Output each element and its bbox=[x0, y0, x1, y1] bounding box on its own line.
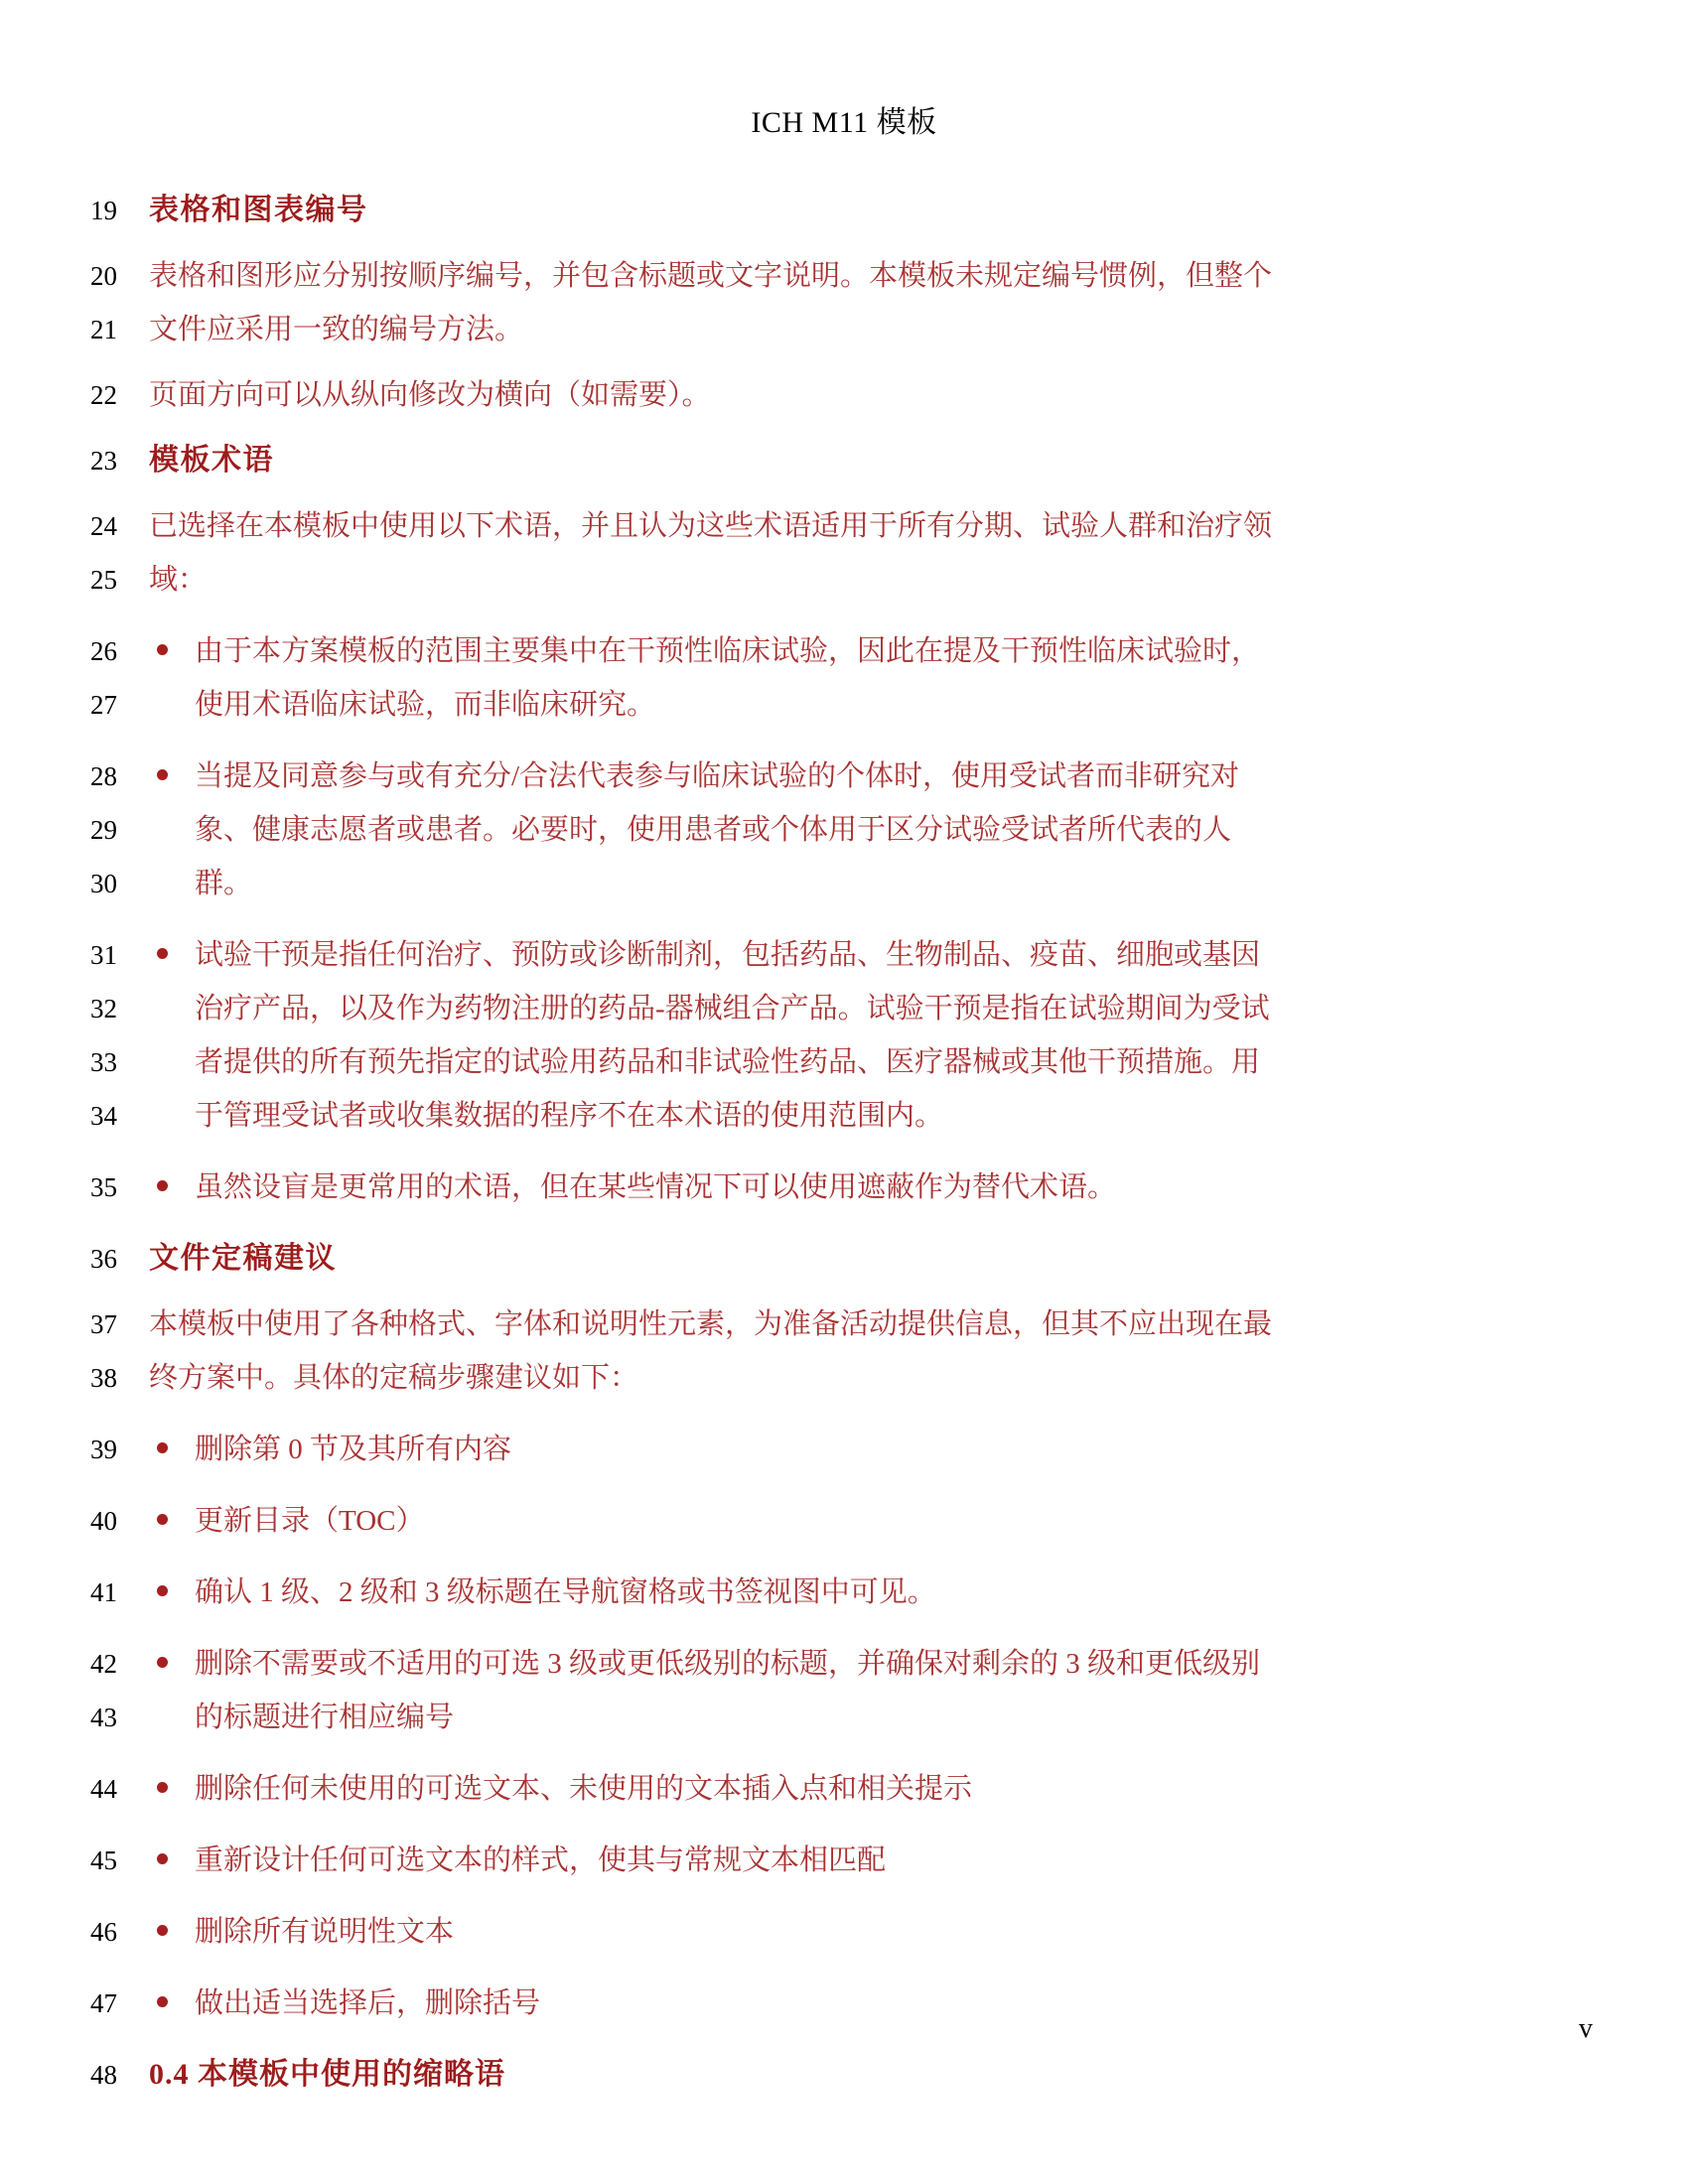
spacer bbox=[0, 1744, 1688, 1762]
line-46 bbox=[0, 1905, 1688, 1959]
spacer bbox=[0, 1959, 1688, 1977]
line-21 bbox=[0, 303, 1688, 356]
heading-tables-figures: 表格和图表编号 bbox=[149, 194, 368, 226]
line-number-48: 48 bbox=[90, 2060, 117, 2090]
bullet-delete-optional-line1: 删除不需要或不适用的可选 3 级或更低级别的标题，并确保对剩余的 3 级和更低级别 bbox=[195, 1648, 1261, 1680]
heading-finalisation: 文件定稿建议 bbox=[149, 1242, 337, 1275]
bullet-update-toc: 更新目录（TOC） bbox=[195, 1505, 425, 1537]
bullet-subject-line1: 当提及同意参与或有充分/合法代表参与临床试验的个体时，使用受试者而非研究对 bbox=[195, 760, 1240, 792]
line-number-25: 25 bbox=[90, 565, 117, 595]
spacer bbox=[0, 1143, 1688, 1160]
spacer bbox=[0, 607, 1688, 624]
spacer bbox=[0, 1887, 1688, 1905]
para-terms-intro-line2: 域： bbox=[149, 564, 208, 596]
bullet-delete-optional-line2: 的标题进行相应编号 bbox=[195, 1702, 455, 1733]
bullet-intervention-line1: 试验干预是指任何治疗、预防或诊断制剂，包括药品、生物制品、疫苗、细胞或基因 bbox=[195, 939, 1261, 971]
line-number-43: 43 bbox=[90, 1703, 117, 1732]
para-finalisation-line2: 终方案中。具体的定稿步骤建议如下： bbox=[149, 1362, 639, 1394]
line-48 bbox=[0, 2048, 1688, 2102]
line-43 bbox=[0, 1691, 1688, 1744]
line-37 bbox=[0, 1297, 1688, 1351]
bullet-subject-line2: 象、健康志愿者或患者。必要时，使用患者或个体用于区分试验受试者所代表的人 bbox=[195, 814, 1232, 846]
line-42 bbox=[0, 1637, 1688, 1691]
para-numbering-line1: 表格和图形应分别按顺序编号，并包含标题或文字说明。本模板未规定编号惯例，但整个 bbox=[149, 260, 1273, 292]
heading-template-terms: 模板术语 bbox=[149, 444, 274, 477]
bullet-scope-line1: 由于本方案模板的范围主要集中在干预性临床试验，因此在提及干预性临床试验时， bbox=[195, 635, 1261, 667]
para-numbering-line2: 文件应采用一致的编号方法。 bbox=[149, 314, 524, 345]
line-number-44: 44 bbox=[90, 1774, 117, 1804]
bullet-item-confirm-headings bbox=[149, 1566, 1529, 1619]
bullet-intervention-line2: 治疗产品，以及作为药物注册的药品-器械组合产品。试验干预是指在试验期间为受试 bbox=[195, 993, 1270, 1024]
line-number-31: 31 bbox=[90, 940, 117, 970]
line-number-47: 47 bbox=[90, 1988, 117, 2018]
line-23 bbox=[0, 434, 1688, 487]
bullet-subject-line3: 群。 bbox=[195, 868, 253, 899]
line-number-21: 21 bbox=[90, 315, 117, 344]
bullet-dot-icon bbox=[149, 1834, 195, 1887]
line-38 bbox=[0, 1351, 1688, 1405]
bullet-item-intervention bbox=[149, 928, 1529, 982]
line-number-35: 35 bbox=[90, 1172, 117, 1202]
bullet-dot-icon bbox=[149, 750, 195, 803]
line-number-37: 37 bbox=[90, 1309, 117, 1339]
document-body bbox=[0, 184, 1688, 2102]
spacer bbox=[0, 2030, 1688, 2048]
bullet-item-update-toc bbox=[149, 1494, 1529, 1548]
line-39 bbox=[0, 1423, 1688, 1476]
line-45 bbox=[0, 1834, 1688, 1887]
spacer bbox=[0, 237, 1688, 249]
bullet-scope-line2: 使用术语临床试验，而非临床研究。 bbox=[195, 689, 656, 721]
line-number-29: 29 bbox=[90, 815, 117, 845]
line-number-28: 28 bbox=[90, 761, 117, 791]
line-20 bbox=[0, 249, 1688, 303]
line-number-46: 46 bbox=[90, 1917, 117, 1947]
line-44 bbox=[0, 1762, 1688, 1816]
bullet-delete-unused: 删除任何未使用的可选文本、未使用的文本插入点和相关提示 bbox=[195, 1773, 973, 1805]
bullet-delete-brackets: 做出适当选择后，删除括号 bbox=[195, 1987, 541, 2019]
line-28 bbox=[0, 750, 1688, 803]
spacer bbox=[0, 1286, 1688, 1297]
line-number-32: 32 bbox=[90, 994, 117, 1024]
spacer bbox=[0, 1214, 1688, 1232]
bullet-dot-icon bbox=[149, 1977, 195, 2030]
spacer bbox=[0, 1619, 1688, 1637]
para-terms-intro-line1: 已选择在本模板中使用以下术语，并且认为这些术语适用于所有分期、试验人群和治疗领 bbox=[149, 510, 1273, 542]
line-25 bbox=[0, 553, 1688, 607]
line-33 bbox=[0, 1035, 1688, 1089]
bullet-dot-icon bbox=[149, 1762, 195, 1816]
line-30 bbox=[0, 857, 1688, 910]
bullet-dot-icon bbox=[149, 624, 195, 678]
line-19 bbox=[0, 184, 1688, 237]
line-36 bbox=[0, 1232, 1688, 1286]
bullet-intervention-line4: 于管理受试者或收集数据的程序不在本术语的使用范围内。 bbox=[195, 1100, 944, 1132]
bullet-item-restyle bbox=[149, 1834, 1529, 1887]
spacer bbox=[0, 910, 1688, 928]
spacer bbox=[0, 1548, 1688, 1566]
bullet-intervention-line3: 者提供的所有预先指定的试验用药品和非试验性药品、医疗器械或其他干预措施。用 bbox=[195, 1046, 1261, 1078]
spacer bbox=[0, 732, 1688, 750]
line-number-27: 27 bbox=[90, 690, 117, 720]
line-number-24: 24 bbox=[90, 511, 117, 541]
spacer bbox=[0, 422, 1688, 434]
line-number-41: 41 bbox=[90, 1577, 117, 1607]
bullet-item-scope bbox=[149, 624, 1529, 678]
bullet-delete-instructional: 删除所有说明性文本 bbox=[195, 1916, 455, 1948]
bullet-item-delete-optional bbox=[149, 1637, 1529, 1691]
bullet-dot-icon bbox=[149, 1160, 195, 1214]
spacer bbox=[0, 356, 1688, 368]
line-number-39: 39 bbox=[90, 1434, 117, 1464]
line-number-36: 36 bbox=[90, 1244, 117, 1274]
line-47 bbox=[0, 1977, 1688, 2030]
page-number: v bbox=[1579, 2013, 1593, 2044]
line-number-23: 23 bbox=[90, 446, 117, 476]
bullet-item-delete-section0 bbox=[149, 1423, 1529, 1476]
bullet-item-delete-unused bbox=[149, 1762, 1529, 1816]
line-number-19: 19 bbox=[90, 196, 117, 225]
bullet-delete-section0: 删除第 0 节及其所有内容 bbox=[195, 1433, 512, 1465]
line-number-42: 42 bbox=[90, 1649, 117, 1679]
spacer bbox=[0, 1405, 1688, 1423]
bullet-dot-icon bbox=[149, 1905, 195, 1959]
line-number-34: 34 bbox=[90, 1101, 117, 1131]
para-orientation: 页面方向可以从纵向修改为横向（如需要）。 bbox=[149, 379, 711, 411]
bullet-restyle: 重新设计任何可选文本的样式，使其与常规文本相匹配 bbox=[195, 1844, 887, 1876]
bullet-dot-icon bbox=[149, 1566, 195, 1619]
line-32 bbox=[0, 982, 1688, 1035]
line-31 bbox=[0, 928, 1688, 982]
line-number-38: 38 bbox=[90, 1363, 117, 1393]
line-number-45: 45 bbox=[90, 1845, 117, 1875]
bullet-confirm-headings: 确认 1 级、2 级和 3 级标题在导航窗格或书签视图中可见。 bbox=[195, 1576, 936, 1608]
bullet-dot-icon bbox=[149, 1494, 195, 1548]
line-number-20: 20 bbox=[90, 261, 117, 291]
line-22 bbox=[0, 368, 1688, 422]
line-35 bbox=[0, 1160, 1688, 1214]
line-26 bbox=[0, 624, 1688, 678]
para-finalisation-line1: 本模板中使用了各种格式、字体和说明性元素，为准备活动提供信息，但其不应出现在最 bbox=[149, 1308, 1273, 1340]
line-29 bbox=[0, 803, 1688, 857]
bullet-item-subject bbox=[149, 750, 1529, 803]
bullet-item-blinding bbox=[149, 1160, 1529, 1214]
line-number-22: 22 bbox=[90, 380, 117, 410]
line-number-26: 26 bbox=[90, 636, 117, 666]
line-40 bbox=[0, 1494, 1688, 1548]
bullet-dot-icon bbox=[149, 1637, 195, 1691]
line-number-40: 40 bbox=[90, 1506, 117, 1536]
line-24 bbox=[0, 499, 1688, 553]
bullet-item-delete-brackets bbox=[149, 1977, 1529, 2030]
bullet-item-delete-instructional bbox=[149, 1905, 1529, 1959]
line-number-30: 30 bbox=[90, 869, 117, 898]
spacer bbox=[0, 1476, 1688, 1494]
line-27 bbox=[0, 678, 1688, 732]
bullet-dot-icon bbox=[149, 1423, 195, 1476]
line-41 bbox=[0, 1566, 1688, 1619]
line-34 bbox=[0, 1089, 1688, 1143]
spacer bbox=[0, 487, 1688, 499]
line-number-33: 33 bbox=[90, 1047, 117, 1077]
bullet-blinding: 虽然设盲是更常用的术语，但在某些情况下可以使用遮蔽作为替代术语。 bbox=[195, 1171, 1117, 1203]
bullet-dot-icon bbox=[149, 928, 195, 982]
heading-abbreviations: 0.4 本模板中使用的缩略语 bbox=[149, 2058, 505, 2091]
spacer bbox=[0, 1816, 1688, 1834]
running-header: ICH M11 模板 bbox=[751, 106, 937, 139]
